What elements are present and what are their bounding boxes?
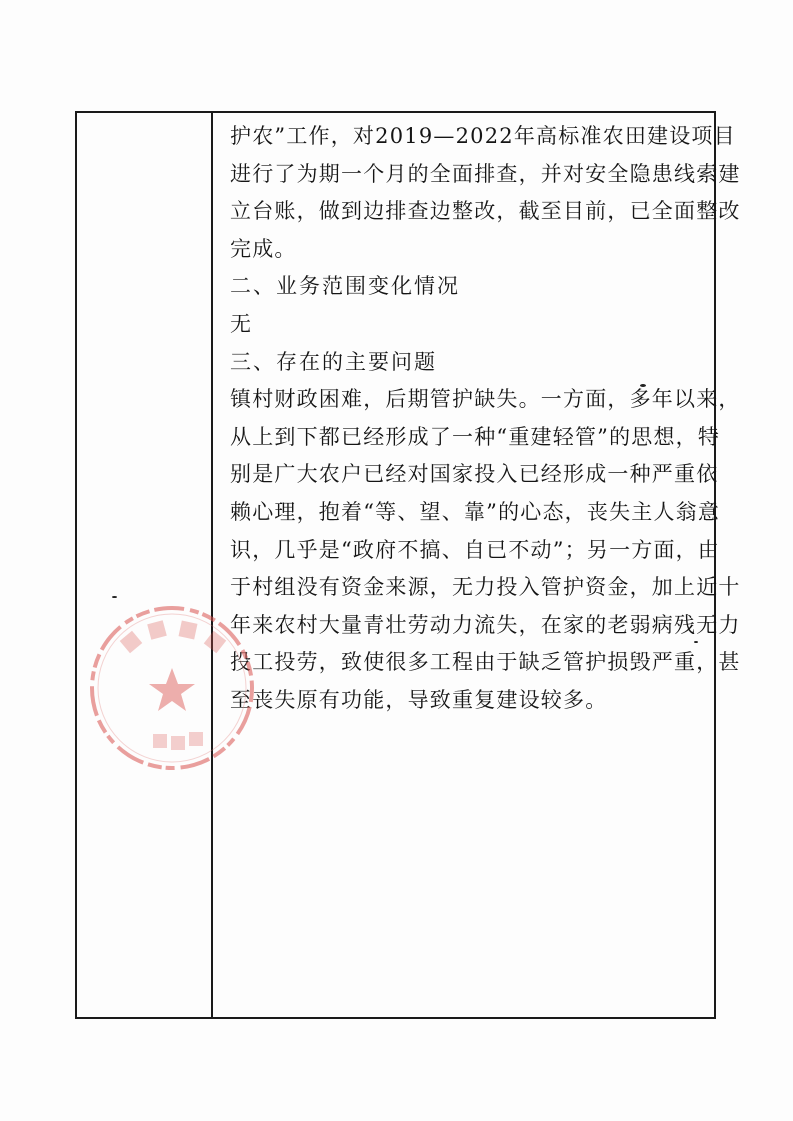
paragraph-line: 进行了为期一个月的全面排查，并对安全隐患线索建 xyxy=(230,161,741,186)
paragraph-line: 于村组没有资金来源，无力投入管护资金，加上近十 xyxy=(230,575,741,600)
paragraph-line: 护农”工作，对2019—2022年高标准农田建设项目 xyxy=(230,124,736,148)
section-heading: 三、存在的主要问题 xyxy=(230,349,437,374)
paragraph-line: 年来农村大量青壮劳动力流失，在家的老弱病残无力 xyxy=(230,612,741,637)
paragraph-line: 投工投劳，致使很多工程由于缺乏管护损毁严重，甚 xyxy=(230,650,741,675)
section-heading: 二、业务范围变化情况 xyxy=(230,274,460,299)
paragraph-line: 立台账，做到边排查边整改，截至目前，已全面整改 xyxy=(230,199,741,224)
left-label-cell xyxy=(77,113,211,1017)
column-divider xyxy=(211,111,213,1019)
paragraph-line: 别是广大农户已经对国家投入已经形成一种严重依 xyxy=(230,462,719,487)
scan-speck xyxy=(694,641,698,643)
paragraph-line: 赖心理，抱着“等、望、靠”的心态，丧失主人翁意 xyxy=(230,499,721,524)
paragraph-line: 识，几乎是“政府不搞、自已不动”；另一方面，由 xyxy=(230,537,721,562)
paragraph-line: 从上到下都已经形成了一种“重建轻管”的思想，特 xyxy=(230,424,721,449)
report-body xyxy=(230,118,741,720)
paragraph-line: 完成。 xyxy=(230,236,297,261)
scan-speck xyxy=(112,596,117,598)
paragraph-line: 镇村财政困难，后期管护缺失。一方面，多年以来， xyxy=(230,387,741,412)
scan-speck xyxy=(640,384,646,387)
paragraph-line: 无 xyxy=(230,311,253,336)
paragraph-line: 至丧失原有功能，导致重复建设较多。 xyxy=(230,687,608,712)
